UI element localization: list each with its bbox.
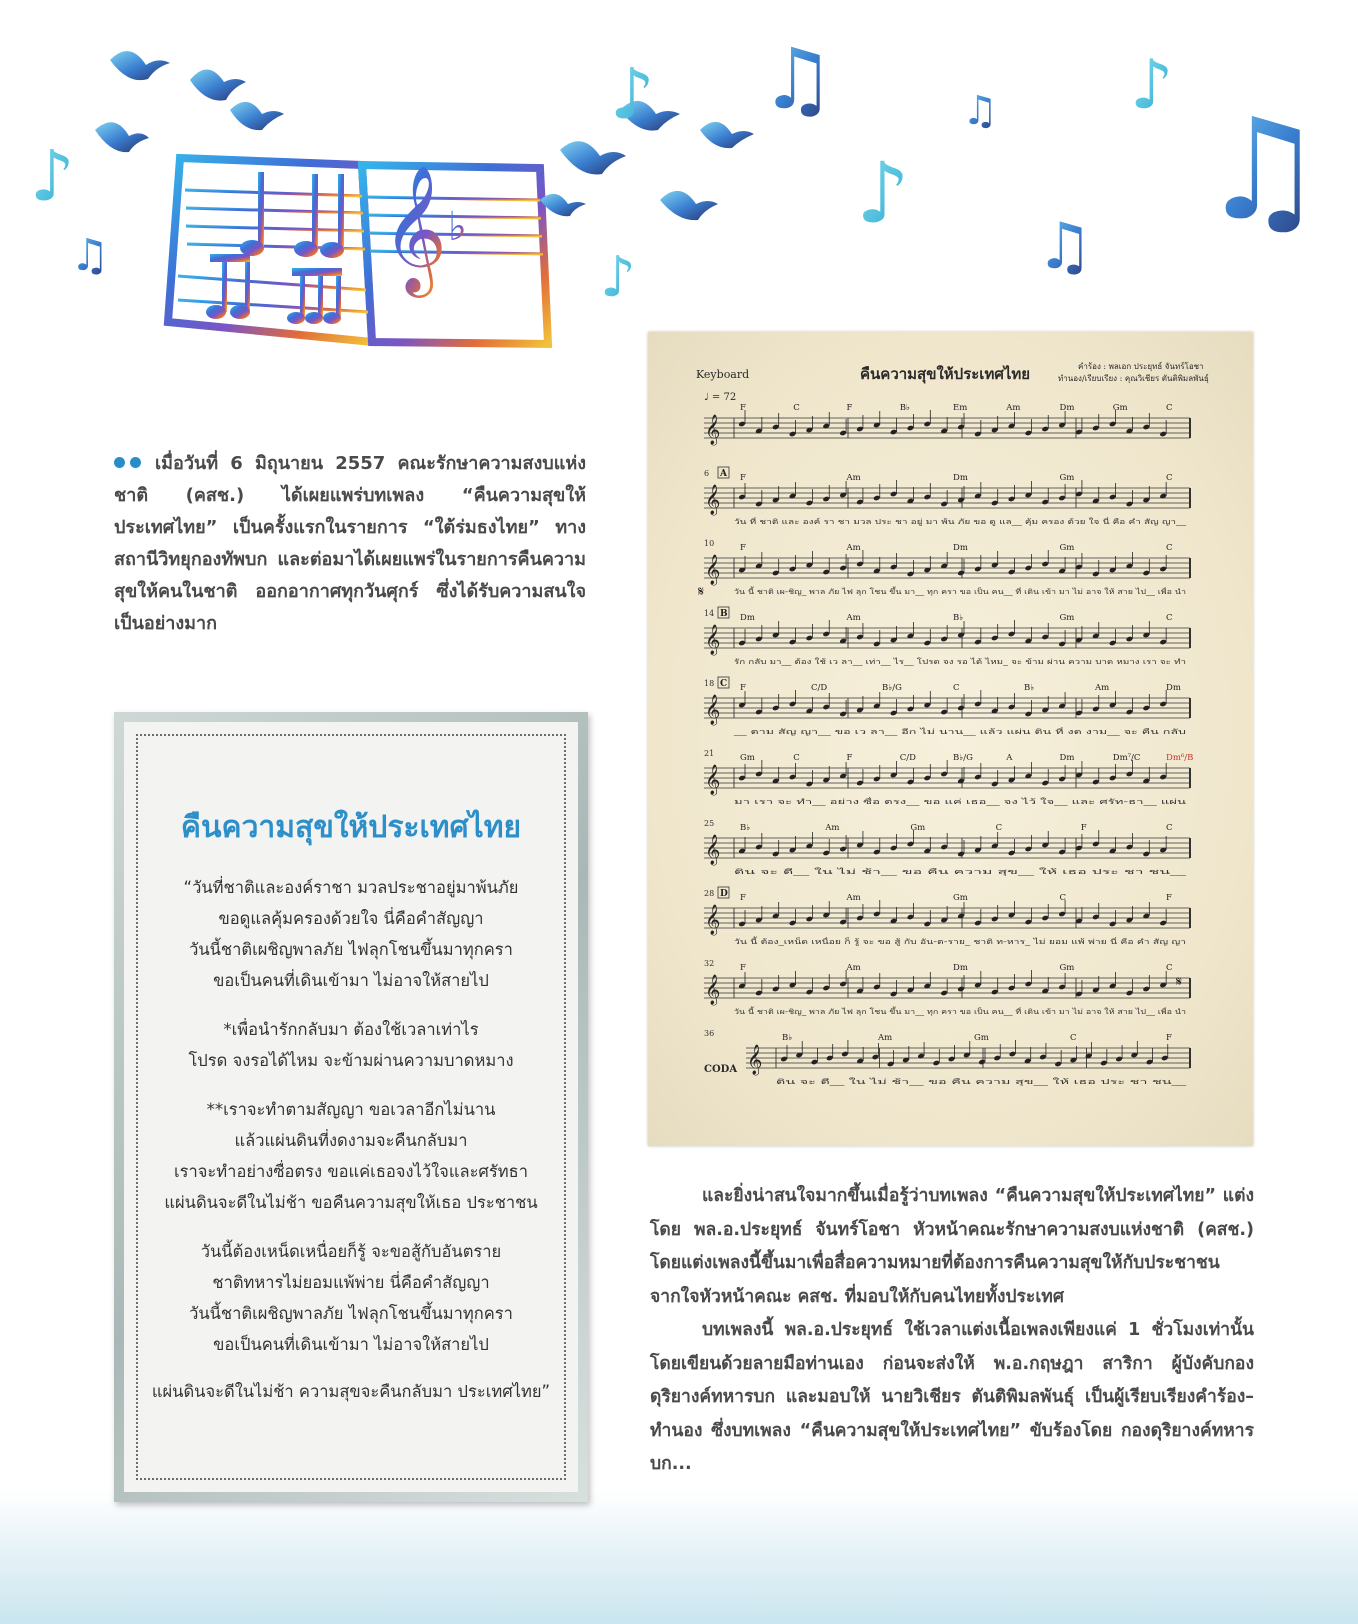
chord-symbol: Am	[846, 893, 861, 903]
chord-symbol: Am	[825, 823, 840, 833]
chord-symbol: B♭	[899, 403, 911, 413]
measure-number: 10	[704, 539, 715, 548]
chord-symbol: C	[1166, 963, 1173, 973]
lyric-line: โปรด จงรอได้ไหม จะข้ามผ่านความบาดหมาง	[188, 1051, 514, 1070]
chord-symbol: Dm	[1059, 753, 1075, 763]
chord-symbol: B♭	[782, 1033, 793, 1043]
svg-text:♪: ♪	[610, 53, 655, 135]
score-tempo: ♩ = 72	[704, 392, 737, 403]
chord-symbol: F	[846, 403, 853, 413]
chord-symbol: A	[1006, 753, 1013, 763]
score-credit-lyrics: คำร้อง : พลเอก ประยุทธ์ จันทร์โอชา	[1078, 362, 1204, 371]
chord-symbol: Dm	[953, 963, 968, 973]
chord-symbol: C	[953, 683, 960, 693]
measure-number: 21	[704, 749, 715, 758]
chord-symbol: F	[740, 683, 746, 693]
svg-text:♪: ♪	[600, 245, 636, 310]
score-title: คืนความสุขให้ประเทศไทย	[860, 365, 1031, 383]
lyric-line: แผ่นดินจะดีในไม่ช้า ความสุขจะคืนกลับมา ประเทศไทย”	[151, 1382, 551, 1401]
chord-symbol: Am	[846, 473, 861, 483]
lyric-underlay: วัน นี้ ชาติ เผ-ชิญ_ พาล ภัย ไฟ ลุก โชน ขึ้น มา__ ทุก ครา ขอ เป็น คน__ ที่ เดิน เข้า มา ไม่ อาจ ให้ สาย ไป__ เพื่อ นำ	[734, 588, 1089, 596]
chord-symbol: C	[1166, 823, 1173, 833]
body-text	[650, 1180, 1254, 1482]
treble-clef-icon: 𝄞	[705, 485, 721, 515]
lyric-underlay: รัก กลับ มา__ ต้อง ใช้ เว ลา__ เท่า__ ไร__ โปรด จง รอ ได้ ไหม_ จะ ข้าม ผ่าน ความ บาด หมาง เรา จะ ทำ	[734, 658, 1058, 666]
segno-icon: 𝄋	[1176, 974, 1183, 990]
lyric-underlay: ดิน จะ ดี__ ใน ไม่ ช้า__ ขอ คืน ความ สุข__ ให้ เธอ ประ ชา ชน__	[776, 1078, 976, 1086]
treble-clef-icon: 𝄞	[705, 625, 721, 655]
songbook-icon	[168, 158, 548, 344]
chord-symbol: Am	[846, 613, 861, 623]
lyrics-stanza	[124, 1094, 578, 1218]
treble-clef-icon: 𝄞	[705, 905, 721, 935]
body-paragraph: บทเพลงนี้ พล.อ.ประยุทธ์ ใช้เวลาแต่งเนื้อเพลงเพียงแค่ 1 ชั่วโมงเท่านั้น โดยเขียนด้วยลายมือท่านเอง ก่อนจะส่งให้ พ.อ.กฤษฎา สาริกา ผู้บังคับกองดุริยางค์ทหารบก และมอบให้ นายวิเชียร ตันติพิมลพันธุ์ เป็นผู้เรียบเรียงคำร้อง–ทำนอง ซึ่งบทเพลง “คืนความสุขให้ประเทศไทย” ขับร้องโดย กองดุริยางค์ทหารบก...	[650, 1320, 1254, 1474]
chord-symbol: Am	[878, 1033, 893, 1043]
chord-symbol: Dm⁶/B	[1166, 753, 1194, 763]
svg-text:♫: ♫	[1036, 210, 1094, 284]
chord-symbol: Dm	[953, 543, 968, 553]
lyric-line: ขอเป็นคนที่เดินเข้ามา ไม่อาจให้สายไป	[213, 971, 489, 990]
segno-icon: 𝄋	[698, 584, 705, 600]
chord-symbol: Dm	[953, 473, 968, 483]
chord-symbol: B♭/G	[953, 753, 973, 763]
bullet-dot-icon	[130, 457, 141, 468]
lyrics-box	[114, 712, 588, 1502]
treble-clef-icon: 𝄞	[705, 835, 721, 865]
rehearsal-mark: D	[720, 889, 728, 899]
score-credit-music: ทำนอง/เรียบเรียง : คุณวิเชียร ตันติพิมลพันธุ์	[1058, 374, 1209, 383]
chord-symbol: C	[1166, 543, 1173, 553]
svg-text:♭: ♭	[448, 204, 467, 250]
lyric-underlay: มา เรา จะ ทำ__ อย่าง ซื่อ ตรง__ ขอ แค่ เธอ__ จง ไว้ ใจ__ และ ศรัท-ธา__ แผ่น	[734, 798, 975, 806]
intro-paragraph	[114, 448, 586, 640]
chord-symbol: F	[740, 543, 746, 553]
chord-symbol: Gm	[1059, 543, 1075, 553]
chord-symbol: Gm	[953, 893, 968, 903]
chord-symbol: C	[1070, 1033, 1077, 1043]
lyric-line: **เราจะทำตามสัญญา ขอเวลาอีกไม่นาน	[206, 1100, 496, 1119]
treble-clef-icon: 𝄞	[747, 1045, 763, 1075]
chord-symbol: Dm⁷/C	[1112, 753, 1141, 763]
lyric-underlay: ดิน จะ ดี__ ใน ไม่ ช้า__ ขอ คืน ความ สุข__ ให้ เธอ ประ ชา ชน__	[734, 868, 934, 876]
lyric-line: ขอเป็นคนที่เดินเข้ามา ไม่อาจให้สายไป	[213, 1335, 489, 1354]
lyric-line: วันนี้ชาติเผชิญพาลภัย ไฟลุกโชนขึ้นมาทุกครา	[189, 940, 513, 959]
chord-symbol: Am	[846, 963, 861, 973]
chord-symbol: Am	[1006, 403, 1021, 413]
sheet-music	[648, 332, 1253, 1146]
rehearsal-mark: C	[720, 679, 728, 689]
lyric-underlay: วัน ที่ ชาติ และ องค์ รา ชา มวล ประ ชา อยู่ มา พ้น ภัย ขอ ดู แล__ คุ้ม ครอง ด้วย ใจ นี่ คือ คำ สัญ ญา__	[734, 518, 1051, 526]
chord-symbol: Gm	[910, 823, 926, 833]
rehearsal-mark: A	[720, 469, 727, 479]
chord-symbol: F	[846, 753, 853, 763]
chord-symbol: Dm	[740, 613, 755, 623]
measure-number: 18	[704, 679, 715, 688]
intro-text: เมื่อวันที่ 6 มิถุนายน 2557 คณะรักษาความสงบแห่งชาติ (คสช.) ได้เผยแพร่บทเพลง “คืนความสุขให้ประเทศไทย” เป็นครั้งแรกในรายการ “ใต้ร่มธงไทย” ทางสถานีวิทยุกองทัพบก และต่อมาได้เผยแพร่ในรายการคืนความสุขให้คนในชาติ ออกอากาศทุกวันศุกร์ ซึ่งได้รับความสนใจเป็นอย่างมาก	[114, 453, 586, 634]
chord-symbol: F	[740, 473, 746, 483]
chord-symbol: Gm	[1059, 613, 1075, 623]
decorative-music-banner	[0, 0, 1358, 360]
lyric-line: เราจะทำอย่างซื่อตรง ขอแค่เธอจงไว้ใจและศรัทธา	[174, 1162, 528, 1181]
lyric-line: ขอดูแลคุ้มครองด้วยใจ นี่คือคำสัญญา	[218, 909, 484, 928]
chord-symbol: F	[1080, 823, 1087, 833]
coda-label: CODA	[704, 1064, 738, 1075]
score-instrument: Keyboard	[696, 368, 750, 381]
chord-symbol: B♭	[740, 823, 751, 833]
chord-symbol: Gm	[740, 753, 755, 763]
measure-number: 32	[704, 959, 715, 968]
measure-number: 36	[704, 1029, 715, 1038]
chord-symbol: Dm	[1059, 403, 1075, 413]
lyrics-stanza	[124, 872, 578, 996]
measure-number: 6	[704, 469, 710, 478]
lyrics-stanza	[124, 1014, 578, 1076]
chord-symbol: F	[740, 963, 746, 973]
chord-symbol: Em	[953, 403, 968, 413]
svg-text:♫: ♫	[70, 230, 110, 281]
treble-clef-icon: 𝄞	[705, 975, 721, 1005]
lyric-line: “วันที่ชาติและองค์ราชา มวลประชาอยู่มาพ้นภัย	[183, 878, 519, 897]
svg-text:♫: ♫	[1200, 89, 1326, 252]
body-paragraph: และยิ่งน่าสนใจมากขึ้นเมื่อรู้ว่าบทเพลง “คืนความสุขให้ประเทศไทย” แต่งโดย พล.อ.ประยุทธ์ จันทร์โอชา หัวหน้าคณะรักษาความสงบแห่งชาติ (คสช.) โดยแต่งเพลงนี้ขึ้นมาเพื่อสื่อความหมายที่ต้องการคืนความสุขให้กับประชาชน จากใจหัวหน้าคณะ คสช. ที่มอบให้กับคนไทยทั้งประเทศ	[650, 1186, 1254, 1307]
lyric-underlay: วัน นี้ ชาติ เผ-ชิญ_ พาล ภัย ไฟ ลุก โชน ขึ้น มา__ ทุก ครา ขอ เป็น คน__ ที่ เดิน เข้า มา ไม่ อาจ ให้ สาย ไป__ เพื่อ นำ	[734, 1008, 1089, 1016]
svg-text:♪: ♪	[1130, 46, 1174, 125]
chord-symbol: F	[740, 893, 746, 903]
chord-symbol: B♭/G	[882, 683, 902, 693]
chord-symbol: Am	[1095, 683, 1110, 693]
lyric-line: แผ่นดินจะดีในไม่ช้า ขอคืนความสุขให้เธอ ประชาชน	[164, 1193, 538, 1212]
chord-symbol: C	[1059, 893, 1067, 903]
chord-symbol: Gm	[1059, 473, 1075, 483]
rehearsal-mark: B	[720, 609, 728, 619]
chord-symbol: C	[793, 753, 800, 763]
lyric-line: แล้วแผ่นดินที่งดงามจะคืนกลับมา	[234, 1131, 468, 1150]
lyric-line: วันนี้ต้องเหน็ดเหนื่อยก็รู้ จะขอสู้กับอันตราย	[200, 1242, 502, 1261]
chord-symbol: B♭	[1024, 683, 1035, 693]
chord-symbol: C/D	[899, 753, 916, 763]
svg-text:♫: ♫	[962, 88, 998, 134]
measure-number: 25	[704, 819, 715, 828]
lyrics-stanza	[124, 1376, 578, 1407]
chord-symbol: Am	[846, 543, 861, 553]
lyric-line: ชาติทหารไม่ยอมแพ้พ่าย นี่คือคำสัญญา	[212, 1273, 490, 1292]
lyric-underlay: __ ตาม สัญ ญา__ ขอ เว ลา__ อีก ไม่ นาน__ แล้ว แผ่น ดิน ที่ งด งาม__ จะ คืน กลับ	[734, 728, 987, 736]
chord-symbol: F	[740, 403, 746, 413]
chord-symbol: Gm	[1112, 403, 1128, 413]
treble-clef-icon: 𝄞	[705, 765, 721, 795]
chord-symbol: C	[1166, 403, 1173, 413]
treble-clef-icon: 𝄞	[705, 695, 721, 725]
score-staves	[648, 332, 1253, 1146]
chord-symbol: Gm	[974, 1033, 989, 1043]
chord-symbol: C	[995, 823, 1003, 833]
measure-number: 14	[704, 609, 715, 618]
treble-clef-icon: 𝄞	[705, 415, 721, 445]
treble-clef-icon: 𝄞	[705, 555, 721, 585]
bullet-dot-icon	[114, 457, 125, 468]
lyric-line: วันนี้ชาติเผชิญพาลภัย ไฟลุกโชนขึ้นมาทุกครา	[189, 1304, 513, 1323]
svg-text:♫: ♫	[760, 30, 836, 128]
lyrics-title: คืนความสุขให้ประเทศไทย	[180, 810, 522, 845]
chord-symbol: C	[793, 403, 800, 413]
lyric-line: *เพื่อนำรักกลับมา ต้องใช้เวลาเท่าไร	[223, 1020, 479, 1039]
chord-symbol: F	[1166, 893, 1172, 903]
chord-symbol: C/D	[811, 683, 828, 693]
chord-symbol: Gm	[1059, 963, 1075, 973]
chord-symbol: C	[1166, 473, 1173, 483]
chord-symbol: B♭	[953, 613, 964, 623]
svg-text:𝄞: 𝄞	[382, 164, 448, 292]
lyrics-stanza	[124, 1236, 578, 1360]
lyric-underlay: วัน นี้ ต้อง_เหน็ด เหนื่อย ก็ รู้ จะ ขอ สู้ กับ อัน-ต-ราย_ ชาติ ท-หาร_ ไม่ ยอม แพ้ พ่าย นี่ คือ คำ สัญ ญา	[734, 938, 1040, 946]
chord-symbol: Dm	[1166, 683, 1181, 693]
lyrics-paper	[124, 722, 578, 1492]
measure-number: 28	[704, 889, 715, 898]
chord-symbol: C	[1166, 613, 1173, 623]
svg-text:♪: ♪	[30, 135, 75, 217]
chord-symbol: F	[1166, 1033, 1172, 1043]
svg-text:♪: ♪	[856, 144, 910, 242]
